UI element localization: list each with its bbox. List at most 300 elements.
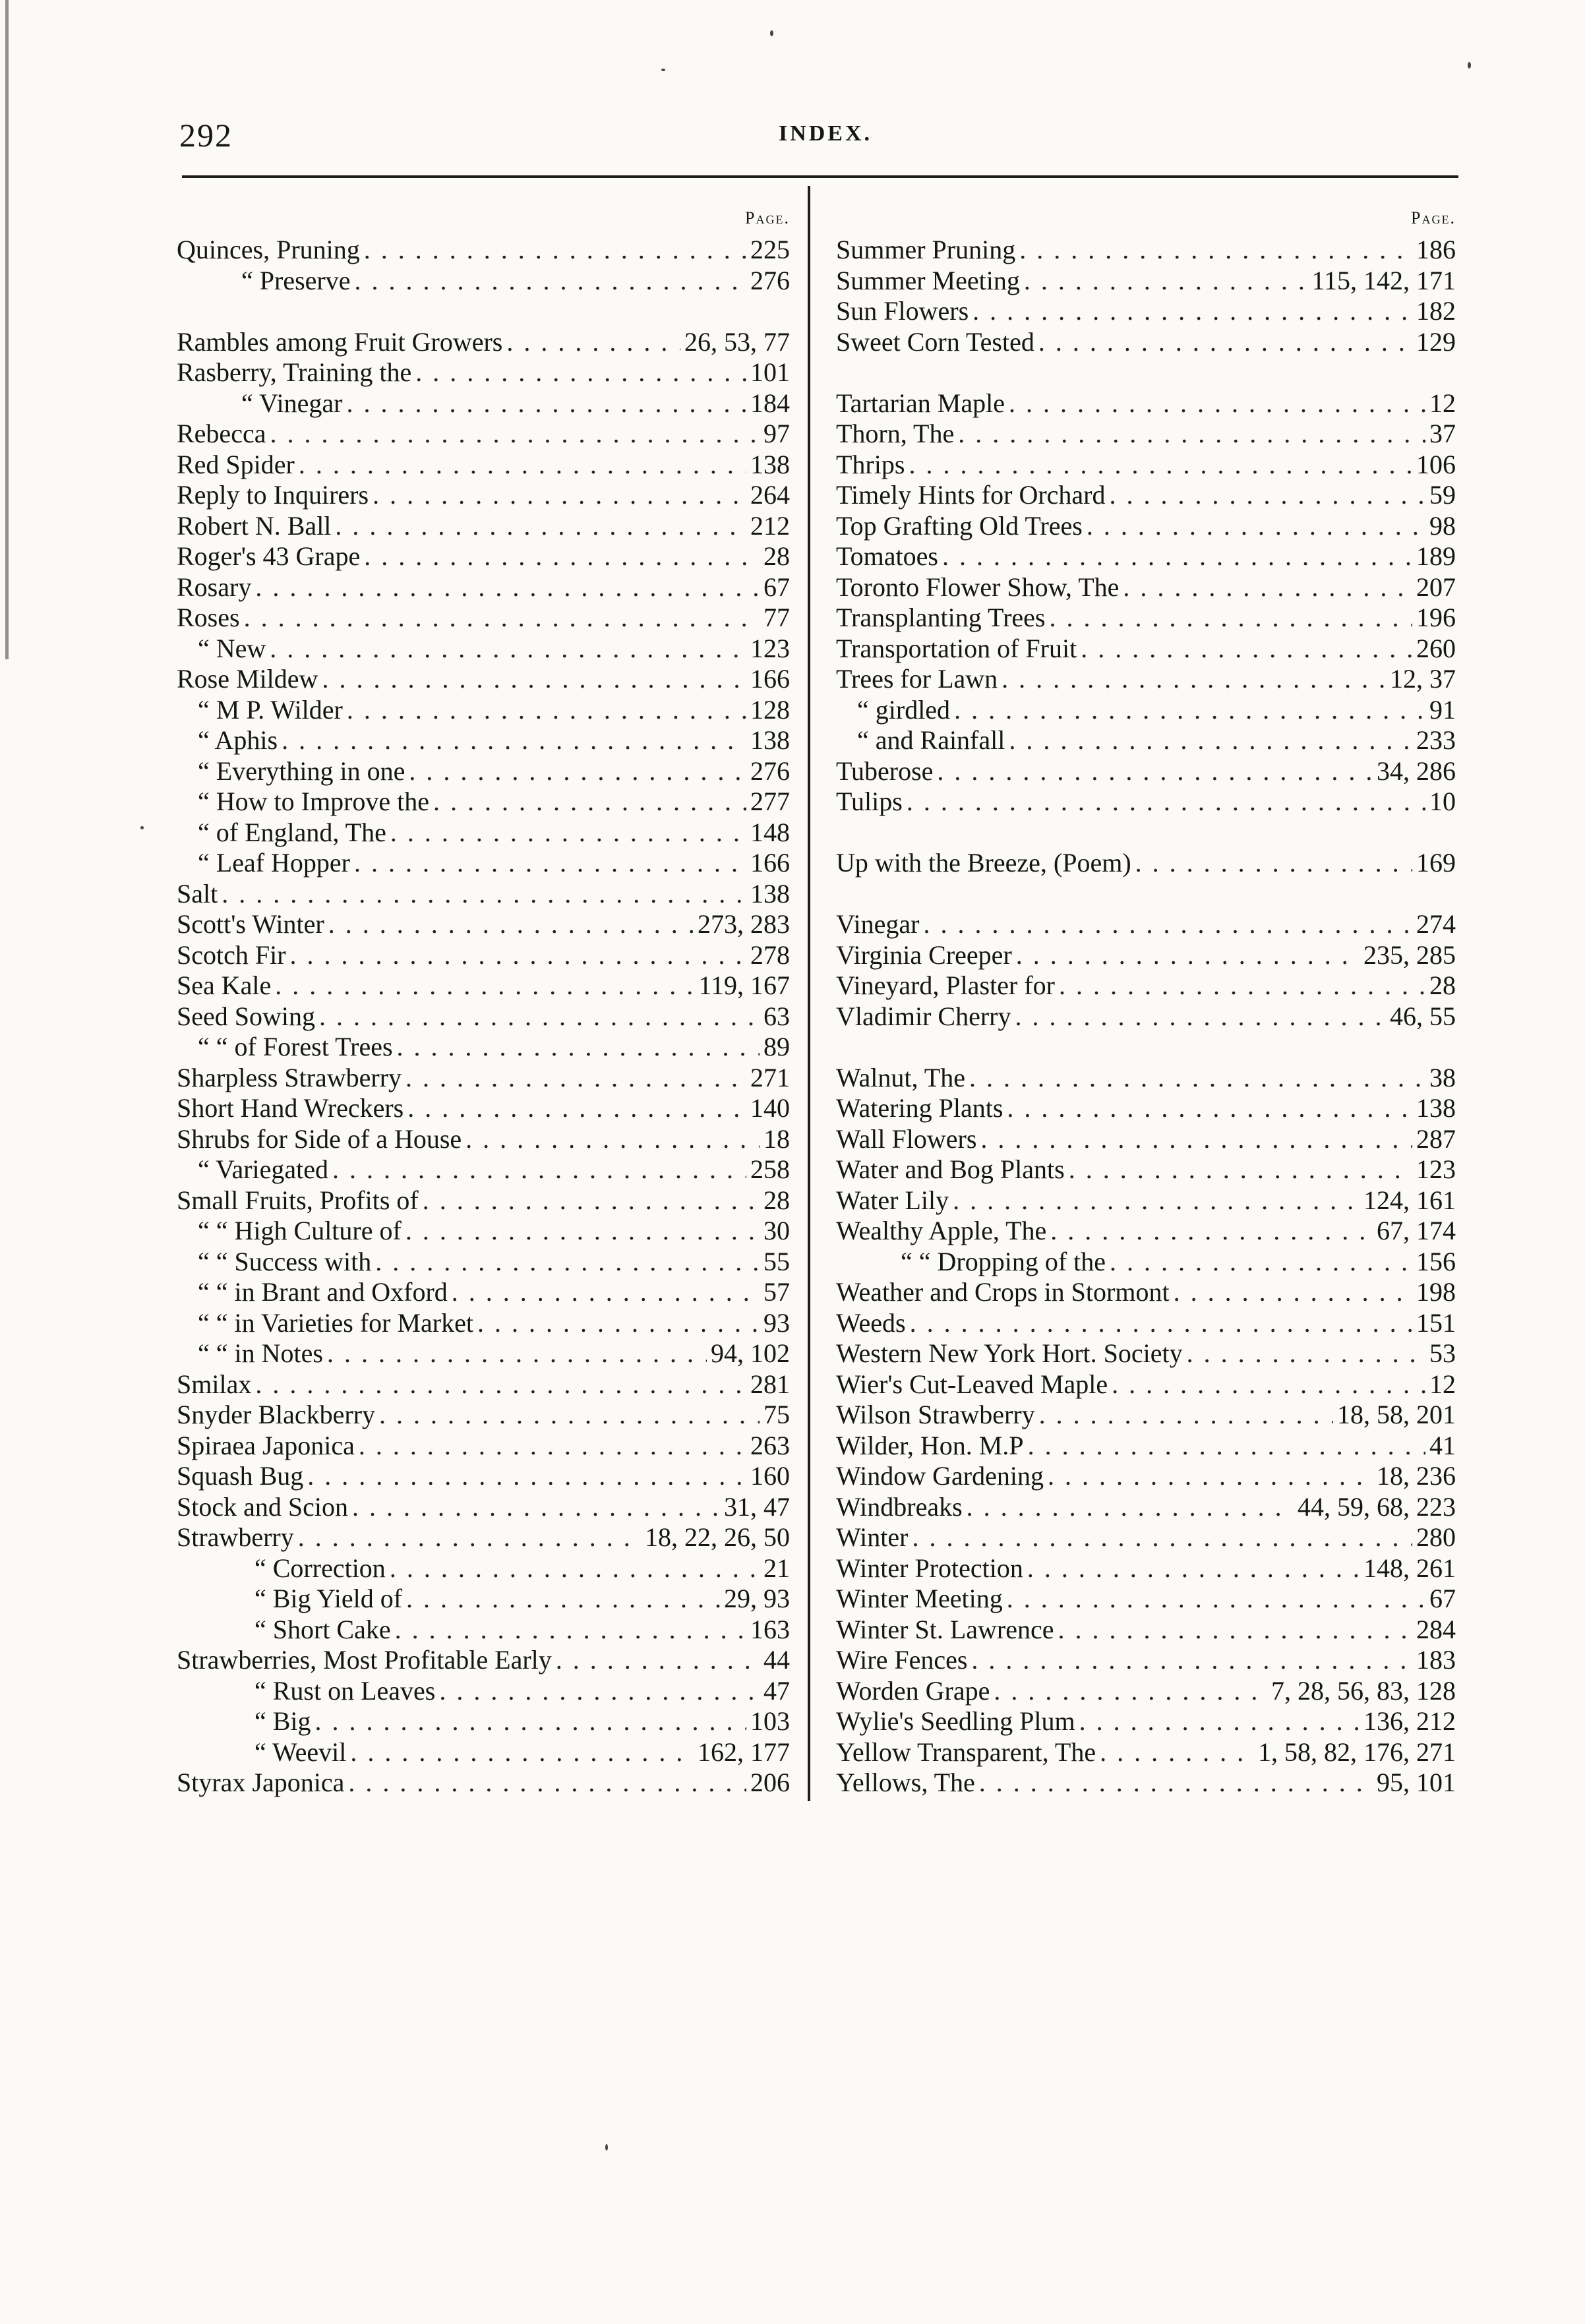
index-entry-pages: 28: [763, 1185, 790, 1215]
dot-leader: [1079, 1706, 1360, 1737]
index-entry: [836, 1247, 1456, 1278]
index-entry-pages: 198: [1416, 1277, 1456, 1307]
index-entry: [177, 1706, 790, 1737]
dot-leader: [1069, 1154, 1412, 1185]
dot-leader: [1027, 1553, 1360, 1584]
dot-leader: [282, 725, 746, 756]
index-entry-text: “ Weevil: [254, 1737, 347, 1767]
index-entry: [836, 1553, 1456, 1584]
index-entry: [836, 480, 1456, 511]
index-entry-text: Winter Protection: [836, 1553, 1023, 1583]
index-entry-text: Rose Mildew: [177, 664, 318, 694]
index-entry-pages: 103: [750, 1706, 790, 1736]
index-entry: [836, 1431, 1456, 1462]
index-entry-text: Sweet Corn Tested: [836, 326, 1034, 357]
dot-leader: [1039, 1400, 1333, 1431]
print-speck: [770, 30, 773, 36]
dot-leader: [912, 1522, 1412, 1553]
dot-leader: [346, 388, 746, 419]
index-entry-pages: 151: [1416, 1307, 1456, 1338]
dot-leader: [319, 1001, 760, 1032]
index-entry-text: Trees for Lawn: [836, 664, 998, 694]
index-entry: [836, 235, 1456, 266]
index-entry-pages: 47: [763, 1675, 790, 1706]
index-entry: [836, 1615, 1456, 1646]
index-entry-text: Vladimir Cherry: [836, 1001, 1011, 1031]
dot-leader: [433, 787, 746, 818]
index-entry-text: Strawberries, Most Profitable Early: [177, 1645, 552, 1675]
index-entry: [836, 725, 1456, 756]
index-entry-pages: 115, 142, 171: [1311, 265, 1456, 295]
index-entry: [177, 511, 790, 542]
index-entry-pages: 34, 286: [1377, 756, 1456, 786]
dot-leader: [409, 756, 746, 787]
index-entry-text: Wall Flowers: [836, 1123, 977, 1154]
index-entry: [177, 940, 790, 971]
index-entry: [177, 1338, 790, 1369]
page-number: 292: [179, 117, 233, 154]
index-spacer: [836, 818, 1456, 849]
index-column-left: [177, 202, 790, 1799]
dot-leader: [270, 634, 746, 665]
index-entry-text: Winter: [836, 1522, 909, 1552]
dot-leader: [397, 1032, 760, 1063]
dot-leader: [909, 450, 1412, 481]
index-entry: [836, 1338, 1456, 1369]
index-entry: [177, 848, 790, 879]
dot-leader: [967, 1492, 1294, 1523]
index-entry-text: “ Short Cake: [254, 1614, 391, 1644]
index-entry-pages: 94, 102: [711, 1338, 790, 1368]
index-entry: [836, 1461, 1456, 1492]
print-speck: [1468, 62, 1471, 69]
dot-leader: [1058, 1615, 1412, 1646]
index-entry-text: Weeds: [836, 1307, 906, 1338]
index-entry: [836, 1001, 1456, 1032]
index-entry: [836, 1093, 1456, 1124]
index-entry-pages: 41: [1429, 1430, 1456, 1460]
index-entry-text: “ Aphis: [198, 725, 278, 755]
dot-leader: [390, 818, 746, 849]
index-entry-text: Yellows, The: [836, 1768, 975, 1797]
index-entry-text: Red Spider: [177, 449, 295, 479]
dot-leader: [298, 1522, 641, 1553]
dot-leader: [390, 1553, 760, 1584]
index-entry-pages: 138: [750, 725, 790, 755]
dot-leader: [373, 480, 746, 511]
index-entry-pages: 44, 59, 68, 223: [1298, 1491, 1456, 1522]
index-entry-pages: 77: [763, 603, 790, 632]
dot-leader: [222, 879, 746, 910]
index-entry-text: Tomatoes: [836, 541, 938, 571]
index-entry-text: “ Preserve: [241, 265, 351, 295]
index-entry-pages: 91: [1429, 694, 1456, 725]
dot-leader: [255, 572, 760, 603]
index-entry: [836, 970, 1456, 1001]
index-entry-text: Top Grafting Old Trees: [836, 510, 1083, 541]
index-entry: [177, 818, 790, 849]
index-entry-pages: 233: [1416, 725, 1456, 755]
index-entry-text: Window Gardening: [836, 1461, 1044, 1491]
index-entry: [836, 1492, 1456, 1523]
index-entry-pages: 136, 212: [1363, 1706, 1456, 1736]
index-entry: [836, 296, 1456, 327]
index-entry-pages: 98: [1429, 510, 1456, 541]
index-entry-pages: 166: [750, 664, 790, 694]
index-entry-text: “ “ Dropping of the: [901, 1246, 1106, 1276]
index-entry-pages: 184: [750, 388, 790, 418]
index-entry-text: Sharpless Strawberry: [177, 1062, 402, 1092]
dot-leader: [405, 1063, 746, 1094]
dot-leader: [359, 1431, 746, 1462]
index-entry-pages: 138: [750, 449, 790, 479]
index-entry-pages: 278: [750, 939, 790, 970]
dot-leader: [1009, 725, 1412, 756]
index-entry: [836, 634, 1456, 665]
index-spacer: [836, 1032, 1456, 1063]
dot-leader: [350, 1737, 694, 1768]
index-entry-pages: 182: [1416, 296, 1456, 326]
index-entry-text: Spiraea Japonica: [177, 1430, 355, 1460]
index-entry: [177, 756, 790, 787]
dot-leader: [1048, 1461, 1373, 1492]
index-entry: [177, 388, 790, 419]
dot-leader: [969, 1063, 1425, 1094]
page-column-label: Page.: [1411, 208, 1456, 227]
index-entry-pages: 166: [750, 848, 790, 878]
index-entry: [836, 1706, 1456, 1737]
dot-leader: [332, 1154, 746, 1185]
index-entry: [836, 664, 1456, 695]
dot-leader: [958, 419, 1425, 450]
index-entry-pages: 38: [1429, 1062, 1456, 1092]
index-entry-pages: 263: [750, 1430, 790, 1460]
dot-leader: [1038, 327, 1412, 358]
index-entry-pages: 67: [763, 572, 790, 602]
index-entry: [836, 848, 1456, 879]
index-entry-pages: 89: [763, 1032, 790, 1061]
index-entry: [836, 1645, 1456, 1676]
index-entry-pages: 18, 236: [1377, 1461, 1456, 1491]
dot-leader: [1016, 940, 1360, 971]
dot-leader: [1110, 1247, 1412, 1278]
index-column-right: [836, 202, 1456, 1799]
dot-leader: [379, 1400, 760, 1431]
index-entry-text: “ Correction: [254, 1553, 386, 1583]
index-entry-text: “ “ in Brant and Oxford: [198, 1277, 448, 1307]
index-entry-pages: 12, 37: [1390, 664, 1456, 694]
dot-leader: [1100, 1737, 1254, 1768]
index-entry-text: Snyder Blackberry: [177, 1400, 376, 1429]
dot-leader: [972, 296, 1412, 327]
dot-leader: [415, 357, 746, 388]
index-entry-pages: 160: [750, 1461, 790, 1491]
index-entry-text: Short Hand Wreckers: [177, 1093, 404, 1123]
index-entry-text: “ girdled: [857, 694, 951, 725]
index-entry: [177, 1615, 790, 1646]
index-entry-text: Robert N. Ball: [177, 510, 332, 541]
index-entry-pages: 129: [1416, 326, 1456, 357]
dot-leader: [1109, 480, 1425, 511]
index-entry-pages: 55: [763, 1246, 790, 1276]
index-entry-text: Styrax Japonica: [177, 1768, 345, 1797]
index-entry: [177, 357, 790, 388]
index-entry-pages: 271: [750, 1062, 790, 1092]
index-entry-text: Summer Meeting: [836, 265, 1020, 295]
index-entry-text: Rambles among Fruit Growers: [177, 326, 503, 357]
dot-leader: [1049, 603, 1412, 634]
index-entry-text: Scott's Winter: [177, 909, 324, 939]
dot-leader: [352, 1492, 720, 1523]
index-entry-text: Sea Kale: [177, 970, 272, 1000]
index-entry-text: Virginia Creeper: [836, 939, 1012, 970]
index-entry-pages: 28: [1429, 970, 1456, 1000]
index-entry-pages: 31, 47: [724, 1491, 790, 1522]
index-entry: [177, 695, 790, 726]
index-entry: [836, 909, 1456, 940]
index-entry: [836, 1185, 1456, 1216]
index-entry-pages: 57: [763, 1277, 790, 1307]
index-entry-pages: 106: [1416, 449, 1456, 479]
index-entry-pages: 30: [763, 1216, 790, 1245]
index-entry: [836, 756, 1456, 787]
dot-leader: [1015, 1001, 1387, 1032]
index-entry-text: Smilax: [177, 1369, 252, 1399]
index-entry-pages: 140: [750, 1093, 790, 1123]
dot-leader: [452, 1277, 760, 1308]
index-entry-pages: 10: [1429, 787, 1456, 816]
index-entry-text: Wilson Strawberry: [836, 1400, 1035, 1429]
index-entry-text: Rasberry, Training the: [177, 357, 412, 387]
index-entry: [177, 1553, 790, 1584]
dot-leader: [1174, 1277, 1412, 1308]
index-entry-text: Scotch Fir: [177, 939, 286, 970]
index-entry-pages: 276: [750, 756, 790, 786]
index-entry: [177, 787, 790, 818]
index-spacer: [836, 357, 1456, 388]
index-entry-text: Wylie's Seedling Plum: [836, 1706, 1075, 1736]
index-entry-text: “ Leaf Hopper: [198, 848, 350, 878]
index-entry-pages: 119, 167: [698, 970, 790, 1000]
index-entry-text: Wire Fences: [836, 1645, 968, 1675]
index-entry: [836, 1737, 1456, 1768]
index-entry-pages: 280: [1416, 1522, 1456, 1552]
index-entry: [177, 327, 790, 358]
index-entry-text: “ New: [198, 633, 266, 663]
index-entry-text: “ “ Success with: [198, 1246, 372, 1276]
dot-leader: [354, 848, 746, 879]
index-entry-pages: 189: [1416, 541, 1456, 571]
dot-leader: [244, 603, 760, 634]
dot-leader: [953, 1185, 1360, 1216]
dot-leader: [423, 1185, 760, 1216]
index-entry: [836, 1676, 1456, 1707]
index-entry-pages: 18: [763, 1123, 790, 1154]
dot-leader: [506, 327, 680, 358]
index-entry-pages: 148, 261: [1363, 1553, 1456, 1583]
index-entry-text: “ of England, The: [198, 817, 386, 847]
index-entry-text: “ M P. Wilder: [198, 694, 343, 725]
dot-leader: [335, 511, 746, 542]
index-entry-pages: 207: [1416, 572, 1456, 602]
index-entry-text: Wealthy Apple, The: [836, 1216, 1047, 1245]
index-entry: [177, 879, 790, 910]
index-entry: [177, 1001, 790, 1032]
index-entry: [177, 909, 790, 940]
index-entry: [836, 1124, 1456, 1155]
dot-leader: [270, 419, 760, 450]
index-entry: [836, 327, 1456, 358]
dot-leader: [307, 1461, 746, 1492]
index-entry-text: Yellow Transparent, The: [836, 1737, 1096, 1767]
index-entry-pages: 276: [750, 265, 790, 295]
index-entry: [177, 1154, 790, 1185]
dot-leader: [477, 1308, 760, 1339]
dot-leader: [328, 909, 694, 940]
index-entry: [177, 1768, 790, 1799]
index-entry-pages: 284: [1416, 1614, 1456, 1644]
dot-leader: [465, 1124, 760, 1155]
dot-leader: [347, 695, 746, 726]
index-entry-text: “ “ of Forest Trees: [198, 1032, 393, 1061]
index-entry-text: Quinces, Pruning: [177, 235, 360, 264]
index-entry: [177, 1063, 790, 1094]
dot-leader: [255, 1369, 746, 1400]
index-entry: [836, 1308, 1456, 1339]
index-entry: [177, 266, 790, 297]
index-entry-pages: 186: [1416, 235, 1456, 264]
dot-leader: [364, 541, 760, 572]
index-entry-text: Shrubs for Side of a House: [177, 1123, 462, 1154]
index-entry: [177, 1185, 790, 1216]
dot-leader: [937, 756, 1373, 787]
index-entry-pages: 274: [1416, 909, 1456, 939]
index-entry-pages: 225: [750, 235, 790, 264]
running-head: [179, 116, 1458, 162]
index-entry-pages: 260: [1416, 633, 1456, 663]
index-entry-pages: 128: [750, 694, 790, 725]
dot-leader: [1081, 634, 1412, 665]
index-entry: [177, 450, 790, 481]
index-entry-text: “ and Rainfall: [857, 725, 1005, 755]
index-entry-text: Timely Hints for Orchard: [836, 480, 1106, 510]
index-entry-text: Weather and Crops in Stormont: [836, 1277, 1170, 1307]
index-entry-pages: 46, 55: [1390, 1001, 1456, 1031]
index-entry-pages: 235, 285: [1363, 939, 1456, 970]
dot-leader: [354, 266, 746, 297]
index-entry-pages: 7, 28, 56, 83, 128: [1271, 1675, 1456, 1706]
dot-leader: [322, 664, 746, 695]
index-entry-text: “ Vinegar: [241, 388, 343, 418]
dot-leader: [375, 1247, 760, 1278]
index-entry-text: “ “ High Culture of: [198, 1216, 402, 1245]
index-entry-pages: 28: [763, 541, 790, 571]
index-entry: [177, 970, 790, 1001]
dot-leader: [1112, 1369, 1425, 1400]
dot-leader: [406, 1584, 720, 1615]
index-entry-text: Thrips: [836, 449, 905, 479]
index-entry-pages: 63: [763, 1001, 790, 1031]
dot-leader: [1009, 388, 1425, 419]
index-entry-text: Toronto Flower Show, The: [836, 572, 1120, 602]
index-entry: [836, 1400, 1456, 1431]
index-entry-pages: 18, 58, 201: [1337, 1400, 1456, 1429]
index-entry-pages: 29, 93: [724, 1584, 790, 1613]
index-entry-text: Rosary: [177, 572, 252, 602]
index-entry-text: Transplanting Trees: [836, 603, 1046, 632]
index-entry: [177, 1124, 790, 1155]
print-speck: [605, 2144, 608, 2151]
index-entry-text: Transportation of Fruit: [836, 633, 1077, 663]
dot-leader: [395, 1615, 746, 1646]
index-entry: [177, 1247, 790, 1278]
index-entry-pages: 93: [763, 1307, 790, 1338]
index-entry-text: Winter St. Lawrence: [836, 1614, 1054, 1644]
index-entry: [836, 1063, 1456, 1094]
index-entry: [836, 787, 1456, 818]
column-divider: [808, 186, 810, 1801]
index-entry-text: “ “ in Notes: [198, 1338, 323, 1368]
dot-leader: [327, 1338, 707, 1369]
index-entry: [177, 1369, 790, 1400]
index-entry: [836, 450, 1456, 481]
index-entry: [836, 1154, 1456, 1185]
index-entry-pages: 281: [750, 1369, 790, 1399]
index-entry-pages: 287: [1416, 1123, 1456, 1154]
index-entry-pages: 101: [750, 357, 790, 387]
index-entry-pages: 26, 53, 77: [684, 326, 790, 357]
dot-leader: [1050, 1216, 1373, 1247]
dot-leader: [315, 1706, 746, 1737]
index-entry: [177, 480, 790, 511]
index-entry: [177, 603, 790, 634]
index-entry-pages: 162, 177: [698, 1737, 790, 1767]
index-entry: [836, 603, 1456, 634]
index-entry-text: Vineyard, Plaster for: [836, 970, 1055, 1000]
index-entry-text: “ Rust on Leaves: [254, 1675, 436, 1706]
index-entry-pages: 75: [763, 1400, 790, 1429]
index-entry-text: Rebecca: [177, 419, 266, 448]
index-entry: [836, 541, 1456, 572]
index-entry-pages: 258: [750, 1154, 790, 1184]
dot-leader: [1123, 572, 1412, 603]
index-entry: [177, 725, 790, 756]
index-entry-pages: 138: [1416, 1093, 1456, 1123]
index-entry: [177, 572, 790, 603]
index-entry: [177, 541, 790, 572]
index-entry-pages: 95, 101: [1377, 1768, 1456, 1797]
dot-leader: [1024, 266, 1308, 297]
print-speck: [140, 826, 144, 829]
index-entry: [836, 511, 1456, 542]
index-entry: [836, 266, 1456, 297]
index-entry-pages: 44: [763, 1645, 790, 1675]
index-entry-pages: 206: [750, 1768, 790, 1797]
dot-leader: [556, 1645, 760, 1676]
index-entry-text: Walnut, The: [836, 1062, 965, 1092]
index-entry: [836, 1584, 1456, 1615]
index-entry: [177, 1584, 790, 1615]
index-entry: [177, 1492, 790, 1523]
index-entry-text: Reply to Inquirers: [177, 480, 369, 510]
page-column-label: Page.: [745, 208, 790, 227]
index-entry-pages: 148: [750, 817, 790, 847]
index-entry-pages: 163: [750, 1614, 790, 1644]
index-entry-pages: 12: [1429, 1369, 1456, 1399]
index-entry-text: Worden Grape: [836, 1675, 990, 1706]
index-entry-text: Strawberry: [177, 1522, 294, 1552]
index-entry-text: “ Big Yield of: [254, 1584, 403, 1613]
